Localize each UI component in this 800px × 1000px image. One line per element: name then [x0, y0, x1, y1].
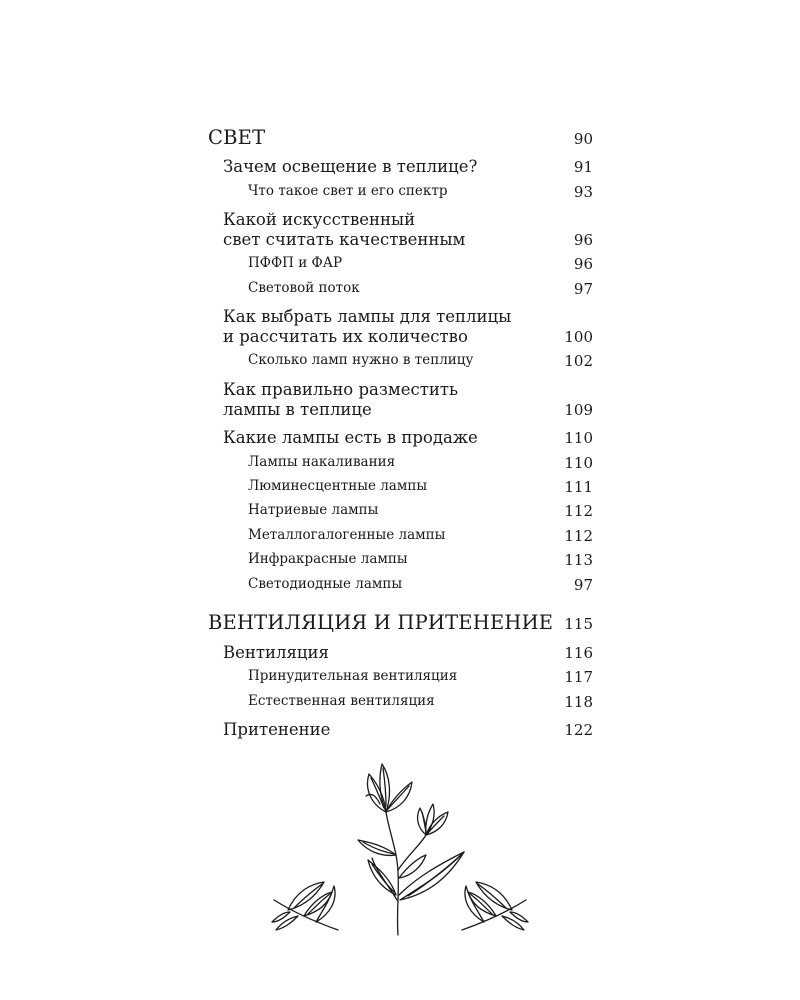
toc-entry-title: Сколько ламп нужно в теплицу	[248, 352, 474, 368]
toc-entry-page: 112	[564, 502, 593, 520]
toc-entry-page: 91	[573, 158, 593, 176]
toc-entry-title: Естественная вентиляция	[248, 693, 435, 709]
flower-illustration-icon	[268, 760, 532, 940]
toc-entry-page: 110	[564, 429, 593, 447]
toc-entry-page: 113	[564, 551, 593, 569]
toc-entry-title: Лампы накаливания	[248, 454, 396, 470]
toc-entry-page: 96	[573, 231, 593, 249]
toc-entry-title-line1: Как выбрать лампы для теплицы	[223, 307, 512, 326]
toc-entry-title-line2: лампы в теплице	[223, 400, 372, 419]
toc-entry-title: Какие лампы есть в продаже	[223, 428, 478, 447]
toc-entry-page: 90	[573, 130, 593, 148]
toc-entry-title-line1: Какой искусственный	[223, 210, 416, 229]
toc-entry-page: 109	[564, 401, 593, 419]
toc-entry-page: 100	[564, 328, 593, 346]
toc-entry-title: Металлогалогенные лампы	[248, 527, 446, 543]
toc-entry-page: 97	[573, 280, 593, 298]
toc-entry-title-line2: и рассчитать их количество	[223, 327, 468, 346]
toc-entry-page: 116	[564, 644, 593, 662]
toc-entry-title: Световой поток	[248, 280, 360, 296]
toc-entry-title: Что такое свет и его спектр	[248, 183, 448, 199]
toc-entry-page: 111	[564, 478, 593, 496]
toc-entry-title: Принудительная вентиляция	[248, 668, 458, 684]
toc-entry-page: 102	[564, 352, 593, 370]
toc-entry-page: 122	[564, 721, 593, 739]
toc-entry-page: 97	[573, 576, 593, 594]
toc-entry-title-line1: Как правильно разместить	[223, 380, 458, 399]
toc-entry-title: Натриевые лампы	[248, 502, 379, 518]
toc-entry-title: СВЕТ	[208, 126, 266, 149]
toc-entry-page: 117	[564, 668, 593, 686]
toc-entry-page: 93	[573, 183, 593, 201]
toc-entry-title: Люминесцентные лампы	[248, 478, 428, 494]
toc-entry-title: Светодиодные лампы	[248, 576, 403, 592]
toc-entry-page: 118	[564, 693, 593, 711]
toc-entry-title: ВЕНТИЛЯЦИЯ И ПРИТЕНЕНИЕ	[208, 611, 554, 634]
toc-entry-page: 115	[564, 615, 593, 633]
toc-entry-title: Зачем освещение в теплице?	[223, 157, 478, 176]
toc-entry-title: Притенение	[223, 720, 331, 739]
toc-entry-title-line2: свет считать качественным	[223, 230, 466, 249]
toc-entry-title: Инфракрасные лампы	[248, 551, 408, 567]
toc-entry-page: 110	[564, 454, 593, 472]
toc-entry-title: ПФФП и ФАР	[248, 255, 343, 271]
toc-entry-page: 96	[573, 255, 593, 273]
toc-entry-page: 112	[564, 527, 593, 545]
toc-entry-title: Вентиляция	[223, 643, 329, 662]
